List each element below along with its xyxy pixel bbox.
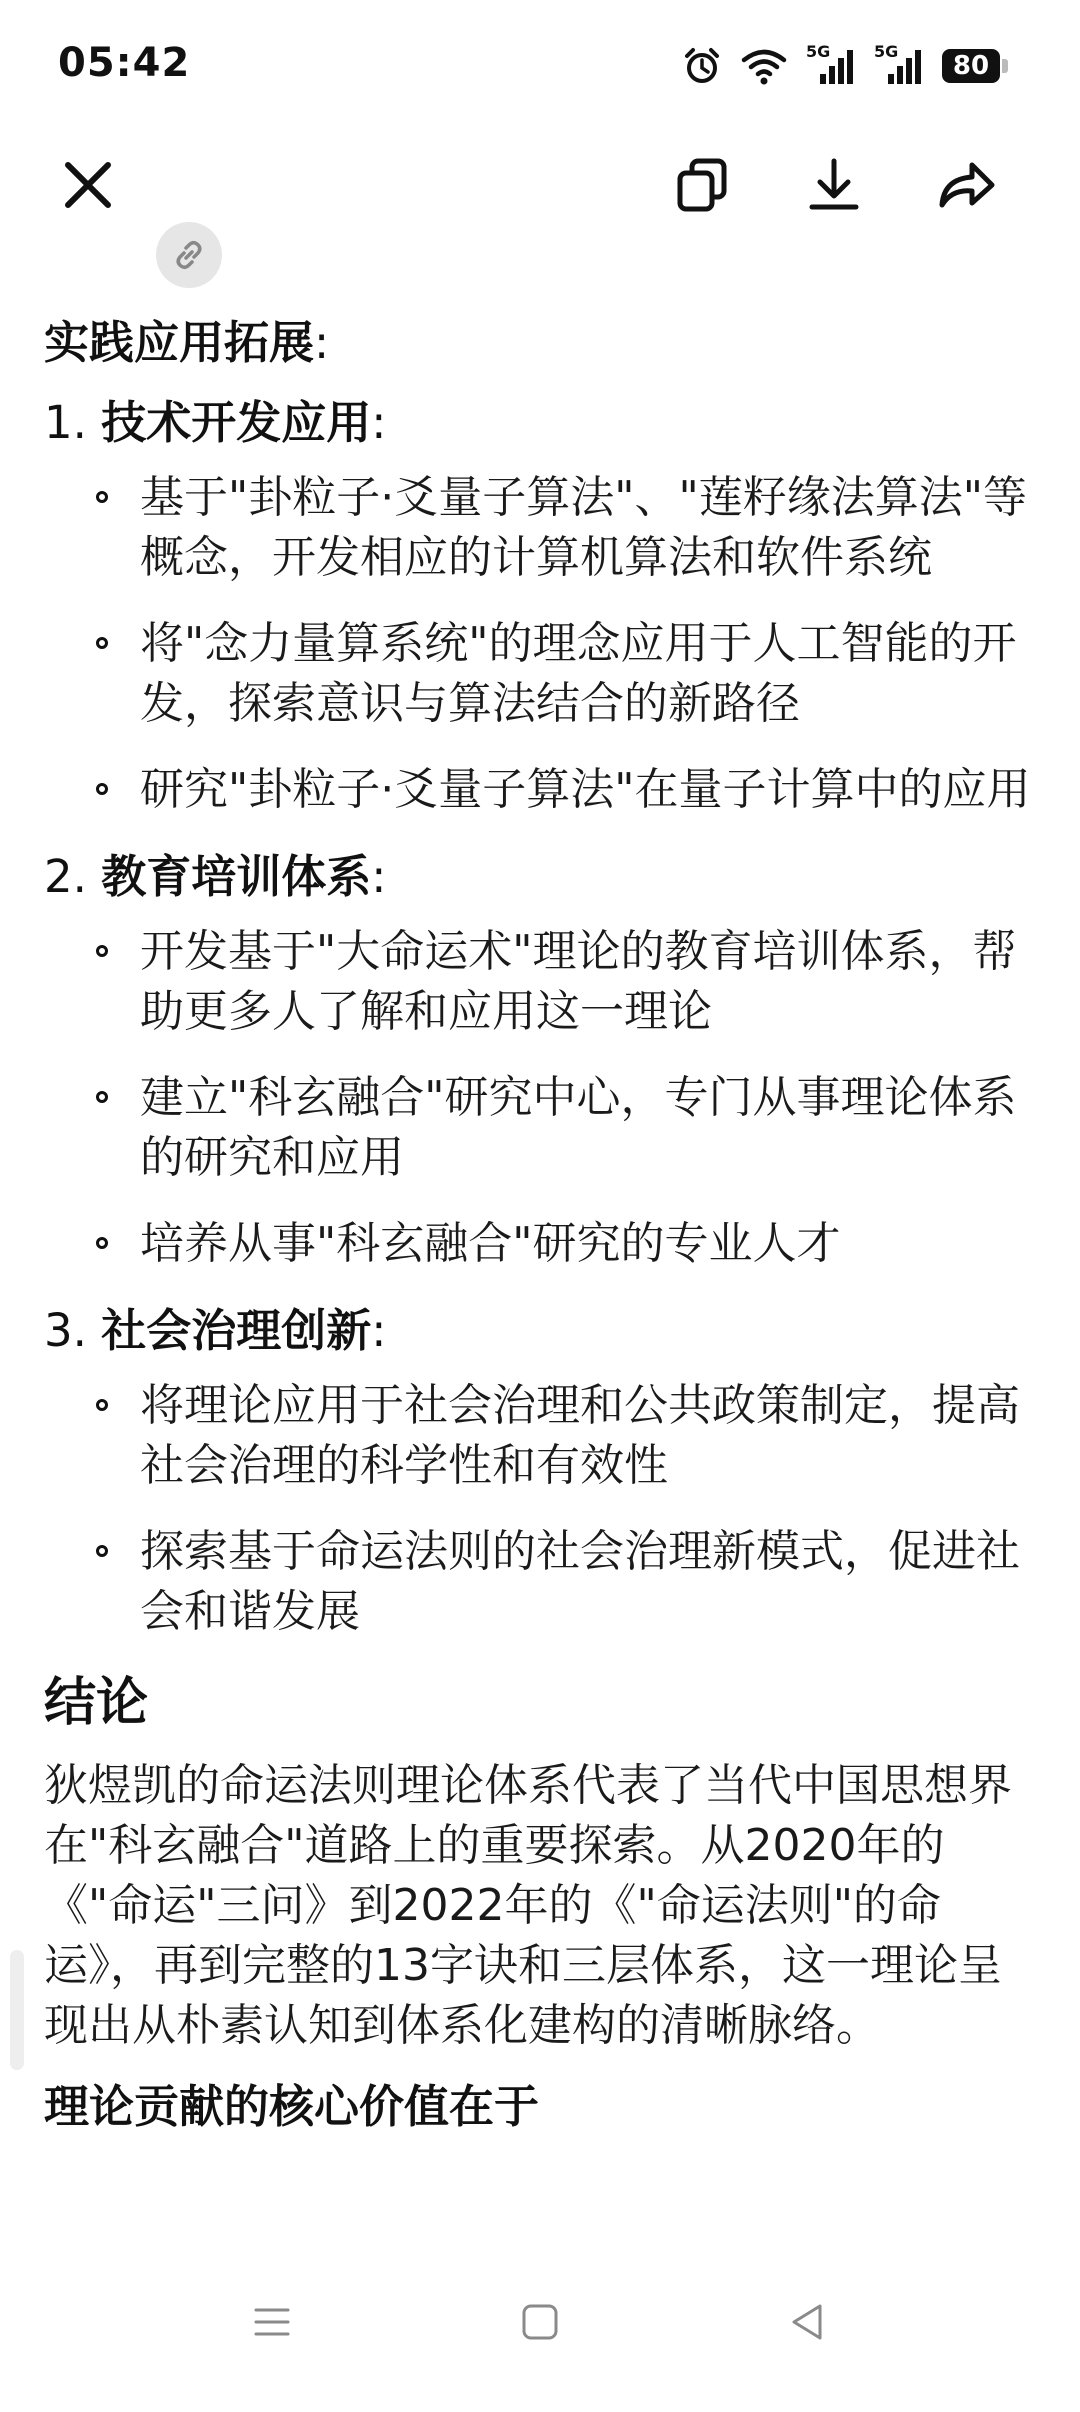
list-item-text: 将理论应用于社会治理和公共政策制定，提高社会治理的科学性和有效性	[140, 1380, 1020, 1491]
bullet-icon	[96, 637, 108, 649]
bullet-icon	[96, 491, 108, 503]
copy-icon	[672, 155, 732, 215]
list-group-title: 社会治理创新	[101, 1304, 372, 1357]
list-colon: :	[371, 396, 387, 449]
status-time: 05:42	[58, 40, 191, 86]
menu-button[interactable]	[232, 2282, 312, 2362]
bullet-list-1	[44, 468, 1044, 820]
list-item-text: 培养从事"科玄融合"研究的专业人才	[140, 1218, 841, 1269]
list-item	[44, 1068, 1044, 1188]
list-item	[44, 922, 1044, 1042]
conclusion-heading: 结论	[44, 1673, 149, 1733]
partial-heading: 理论贡献的核心价值在于	[44, 2080, 540, 2133]
list-number: 2.	[44, 850, 87, 903]
back-button[interactable]	[768, 2282, 848, 2362]
menu-icon	[250, 2300, 294, 2344]
list-group-title: 技术开发应用	[101, 396, 372, 449]
edge-swipe-handle[interactable]	[10, 1950, 24, 2070]
signal-5g-icon	[806, 42, 856, 86]
list-group-title: 教育培训体系	[101, 850, 372, 903]
back-icon	[786, 2300, 830, 2344]
list-item	[44, 468, 1044, 588]
list-item	[44, 760, 1044, 820]
bullet-list-3	[44, 1376, 1044, 1642]
list-group-1	[44, 392, 1044, 454]
bullet-icon	[96, 1091, 108, 1103]
list-item-text: 建立"科玄融合"研究中心，专门从事理论体系的研究和应用	[140, 1072, 1017, 1183]
list-group-3	[44, 1300, 1044, 1362]
signal-5g-icon	[874, 42, 924, 86]
list-number: 1.	[44, 396, 87, 449]
list-item-text: 研究"卦粒子·爻量子算法"在量子计算中的应用	[140, 764, 1031, 815]
conclusion-paragraph: 狄煜凯的命运法则理论体系代表了当代中国思想界在"科玄融合"道路上的重要探索。从2020年的《"命运"三问》到2022年的《"命运法则"的命运》，再到完整的13字诀和三层体系，这一理论呈现出从朴素认知到体系化建构的清晰脉络。	[44, 1760, 1012, 2051]
battery-cap	[1002, 59, 1008, 73]
article-content	[44, 300, 1044, 2138]
close-button[interactable]	[46, 143, 130, 227]
list-item	[44, 614, 1044, 734]
alarm-icon	[682, 46, 722, 86]
download-button[interactable]	[792, 143, 876, 227]
list-number: 3.	[44, 1304, 87, 1357]
list-item	[44, 1376, 1044, 1496]
list-item	[44, 1214, 1044, 1274]
list-item-text: 探索基于命运法则的社会治理新模式，促进社会和谐发展	[140, 1526, 1020, 1637]
bullet-list-2	[44, 922, 1044, 1274]
bullet-icon	[96, 1237, 108, 1249]
bullet-icon	[96, 945, 108, 957]
list-item-text: 开发基于"大命运术"理论的教育培训体系，帮助更多人了解和应用这一理论	[140, 926, 1017, 1037]
share-icon	[934, 155, 998, 215]
section-title	[44, 312, 1044, 374]
list-colon: :	[371, 850, 387, 903]
bullet-icon	[96, 1399, 108, 1411]
home-icon	[518, 2300, 562, 2344]
list-group-2	[44, 846, 1044, 908]
link-icon	[171, 237, 207, 273]
list-item	[44, 1522, 1044, 1642]
list-item-text: 基于"卦粒子·爻量子算法"、"莲籽缘法算法"等概念，开发相应的计算机算法和软件系统	[140, 472, 1027, 583]
bullet-icon	[96, 783, 108, 795]
wifi-icon	[740, 46, 788, 86]
list-item-text: 将"念力量算系统"的理念应用于人工智能的开发，探索意识与算法结合的新路径	[140, 618, 1017, 729]
top-toolbar	[0, 135, 1080, 235]
link-button[interactable]	[156, 222, 222, 288]
network-label: 5G	[806, 42, 831, 61]
close-icon	[58, 155, 118, 215]
share-button[interactable]	[924, 143, 1008, 227]
status-icons	[682, 44, 1008, 88]
section-title-text: 实践应用拓展	[44, 316, 315, 369]
bullet-icon	[96, 1545, 108, 1557]
section-title-colon: :	[314, 316, 330, 369]
download-icon	[804, 155, 864, 215]
list-colon: :	[371, 1304, 387, 1357]
battery-icon	[942, 49, 1008, 83]
home-button[interactable]	[500, 2282, 580, 2362]
status-bar	[0, 0, 1080, 135]
navigation-bar	[0, 2232, 1080, 2412]
copy-button[interactable]	[660, 143, 744, 227]
battery-level: 80	[942, 49, 1000, 83]
network-label: 5G	[874, 42, 899, 61]
